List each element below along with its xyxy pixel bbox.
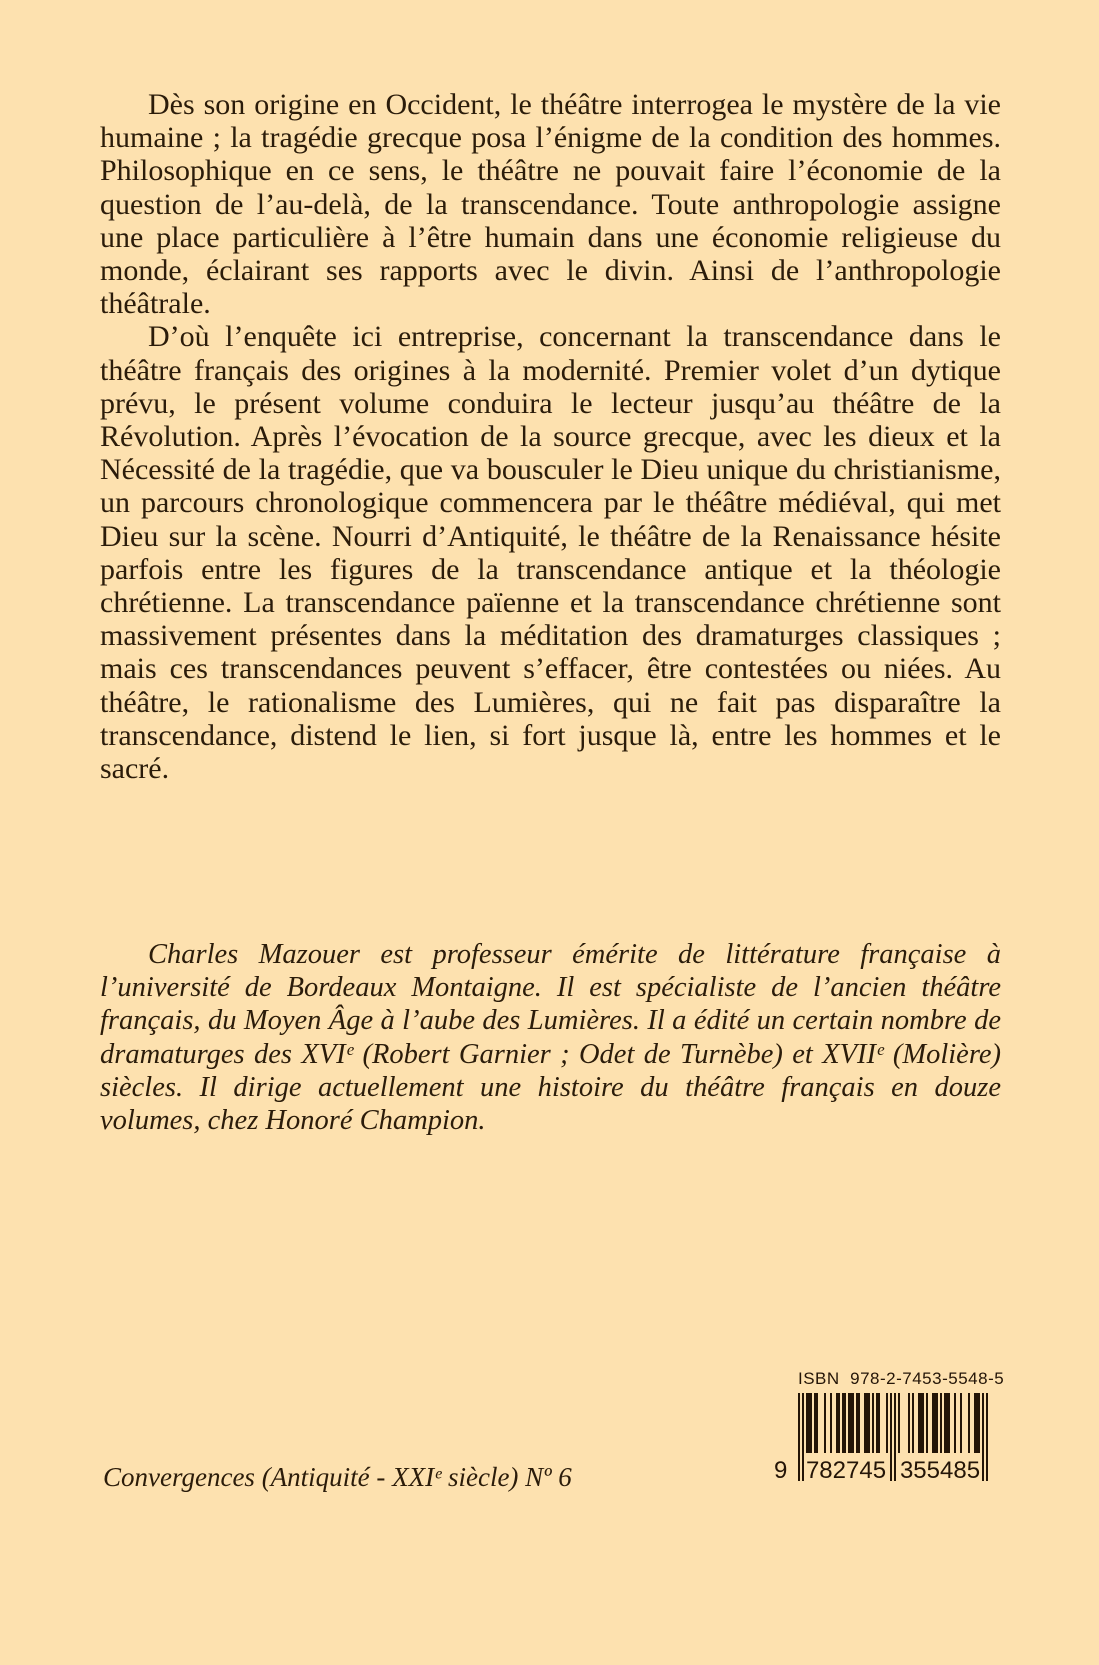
- barcode-digit-first: 9: [774, 1457, 788, 1484]
- collection-series-label: Convergences (Antiquité - XXIᵉ siècle) Nº 6: [103, 1462, 572, 1492]
- barcode-digits-group1: 782745: [805, 1457, 887, 1484]
- blurb: [100, 88, 1001, 785]
- isbn-block: [774, 1369, 1005, 1484]
- barcode-area: [774, 1393, 988, 1484]
- barcode-digits-group2: 355485: [899, 1457, 981, 1484]
- blurb-paragraph-2: D’où l’enquête ici entreprise, concernant la transcendance dans le théâtre français des origines à la modernité. Premier volet d’un dytique prévu, le présent volume conduira le lecteur jusqu’au théâtre de la Révolution. Après l’évocation de la source grecque, avec les dieux et la Nécessité de la tragédie, que va bousculer le Dieu unique du christianisme, un parcours chronologique commencera par le théâtre médiéval, qui met Dieu sur la scène. Nourri d’Antiquité, le théâtre de la Renaissance hésite parfois entre les figures de la transcendance antique et la théologie chrétienne. La transcendance païenne et la transcendance chrétienne sont massivement présentes dans la méditation des dramaturges classiques ; mais ces transcendances peuvent s’effacer, être contestées ou niées. Au théâtre, le rationalisme des Lumières, qui ne fait pas disparaître la transcendance, distend le lien, si fort jusque là, entre les hommes et le sacré.: [100, 320, 1001, 786]
- author-bio: Charles Mazouer est professeur émérite de littérature française à l’université de Bordeaux Montaigne. Il est spécialiste de l’ancien théâtre français, du Moyen Âge à l’aube des Lumières. Il a édité un certain nombre de dramaturges des XVIᵉ (Robert Garnier ; Odet de Turnèbe) et XVIIᵉ (Molière) siècles. Il dirige actuellement une histoire du théâtre français en douze volumes, chez Honoré Champion.: [100, 939, 1001, 1137]
- blurb-paragraph-1: Dès son origine en Occident, le théâtre interrogea le mystère de la vie humaine ; la tragédie grecque posa l’énigme de la condition des hommes. Philosophique en ce sens, le théâtre ne pouvait faire l’économie de la question de l’au-delà, de la transcendance. Toute anthropologie assigne une place particulière à l’être humain dans une économie religieuse du monde, éclairant ses rapports avec le divin. Ainsi de l’anthropologie théâtrale.: [100, 88, 1001, 321]
- isbn-number-label: ISBN 978-2-7453-5548-5: [798, 1369, 1005, 1388]
